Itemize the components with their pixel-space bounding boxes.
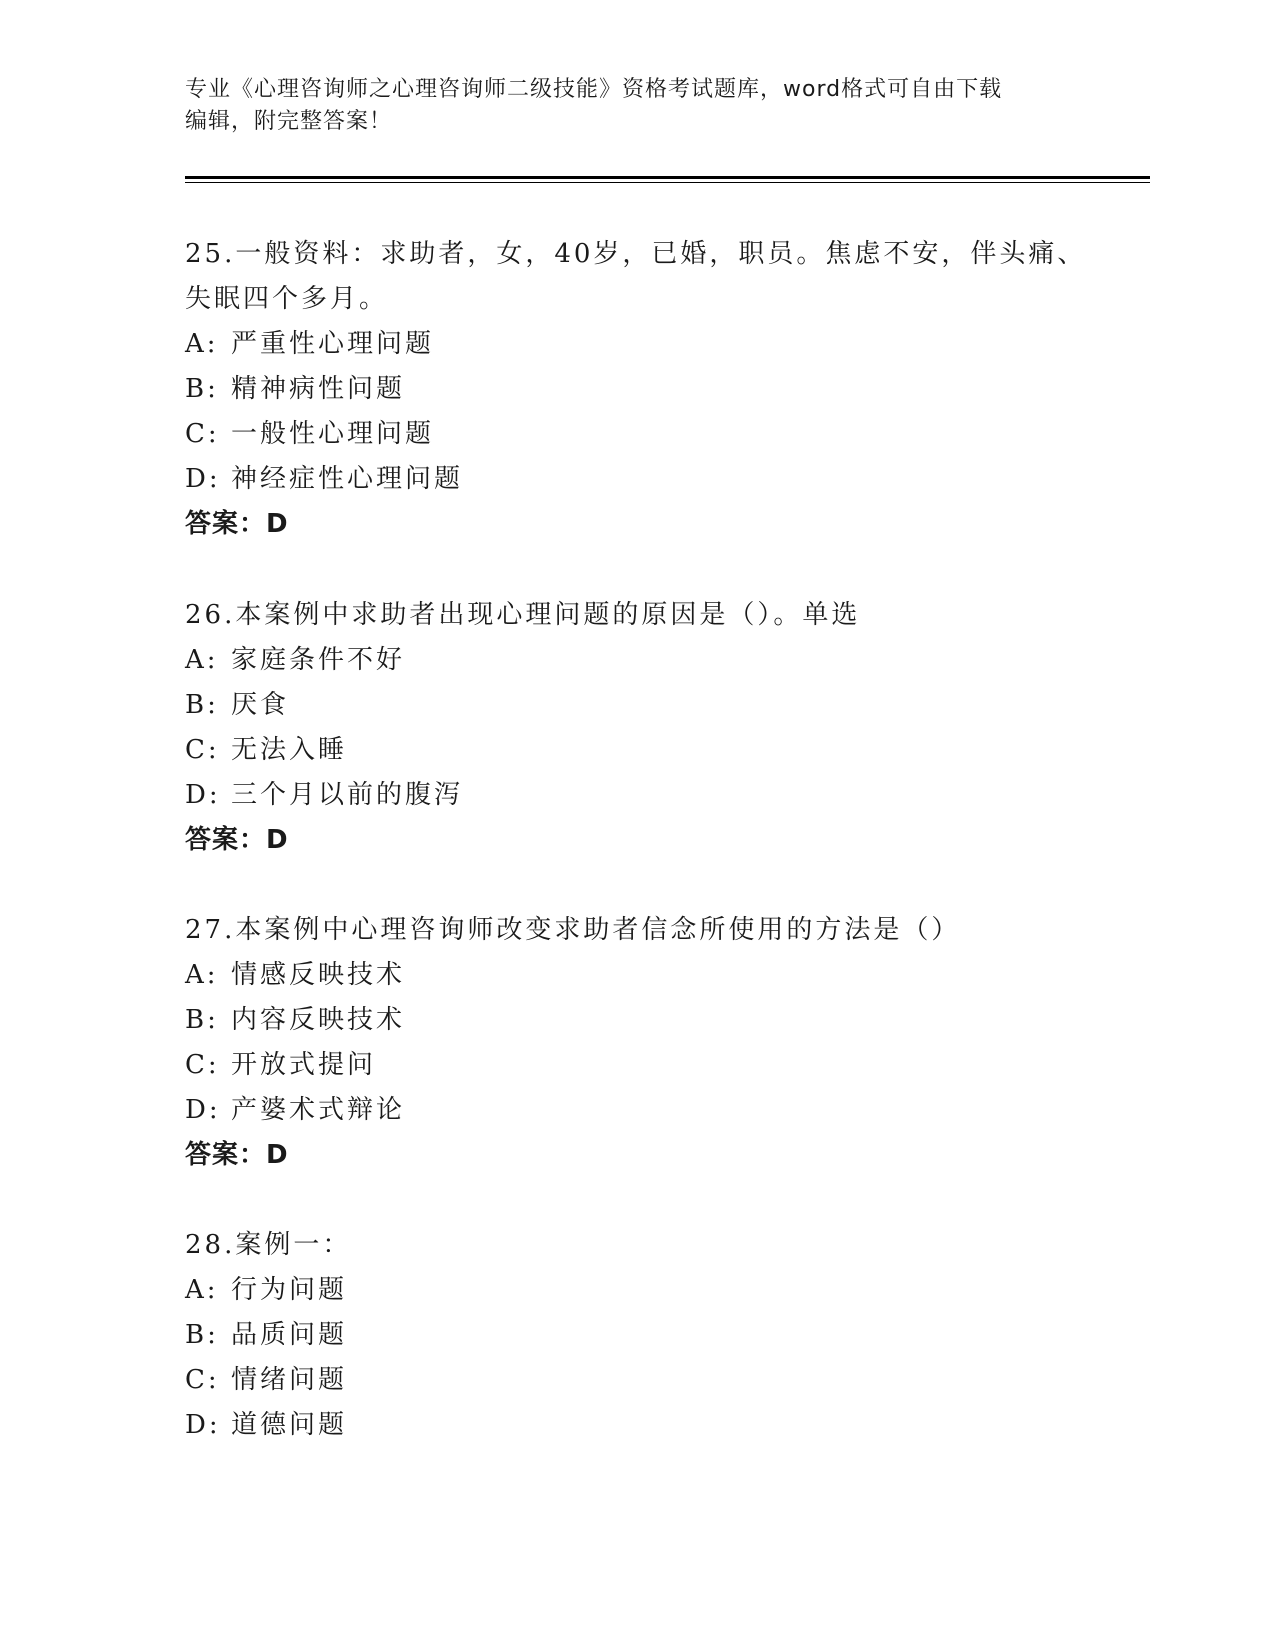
answer-line: 答案：D xyxy=(185,825,289,855)
option-text: 精神病性问题 xyxy=(231,374,406,404)
option-b xyxy=(185,998,1085,1043)
option-letter: B: xyxy=(185,1320,219,1350)
document-header xyxy=(185,74,1065,138)
header-line-2: 编辑，附完整答案！ xyxy=(185,109,393,134)
option-b xyxy=(185,683,1085,728)
option-text: 神经症性心理问题 xyxy=(231,464,464,494)
question-stem: 25.一般资料：求助者，女，40岁，已婚，职员。焦虑不安，伴头痛、 xyxy=(185,239,1087,269)
option-text: 行为问题 xyxy=(231,1275,348,1305)
question-stem: 28.案例一： xyxy=(185,1230,352,1260)
option-c xyxy=(185,1043,1085,1088)
option-letter: C: xyxy=(185,735,220,765)
option-letter: D: xyxy=(185,1410,221,1440)
option-text: 一般性心理问题 xyxy=(231,419,435,449)
header-line-1: 专业《心理咨询师之心理咨询师二级技能》资格考试题库，word格式可自由下载 xyxy=(185,77,1003,102)
option-a xyxy=(185,953,1085,998)
option-a xyxy=(185,1268,1085,1313)
question-stem-continued: 失眠四个多月。 xyxy=(185,284,389,314)
option-text: 开放式提问 xyxy=(231,1050,377,1080)
option-letter: A: xyxy=(185,960,219,990)
option-c xyxy=(185,1358,1085,1403)
option-letter: C: xyxy=(185,1050,220,1080)
option-b xyxy=(185,367,1085,412)
option-d xyxy=(185,1088,1085,1133)
option-letter: B: xyxy=(185,374,219,404)
option-a xyxy=(185,638,1085,683)
option-letter: B: xyxy=(185,1005,219,1035)
option-text: 情绪问题 xyxy=(231,1365,348,1395)
option-a xyxy=(185,322,1085,367)
answer-line: 答案：D xyxy=(185,1140,289,1170)
question-stem: 26.本案例中求助者出现心理问题的原因是（）。单选 xyxy=(185,600,861,630)
option-letter: A: xyxy=(185,645,219,675)
option-letter: D: xyxy=(185,464,221,494)
option-text: 内容反映技术 xyxy=(231,1005,406,1035)
option-c xyxy=(185,412,1085,457)
option-text: 严重性心理问题 xyxy=(231,329,435,359)
option-text: 家庭条件不好 xyxy=(231,645,406,675)
option-letter: C: xyxy=(185,419,220,449)
question-stem: 27.本案例中心理咨询师改变求助者信念所使用的方法是（） xyxy=(185,915,961,945)
option-letter: B: xyxy=(185,690,219,720)
option-c xyxy=(185,728,1085,773)
question-25 xyxy=(185,232,1085,547)
option-text: 品质问题 xyxy=(231,1320,348,1350)
option-text: 无法入睡 xyxy=(231,735,348,765)
option-d xyxy=(185,1403,1085,1448)
option-text: 产婆术式辩论 xyxy=(231,1095,406,1125)
option-d xyxy=(185,457,1085,502)
option-text: 道德问题 xyxy=(231,1410,348,1440)
option-letter: A: xyxy=(185,329,219,359)
option-b xyxy=(185,1313,1085,1358)
option-d xyxy=(185,773,1085,818)
option-letter: D: xyxy=(185,1095,221,1125)
option-text: 厌食 xyxy=(231,690,290,720)
option-letter: C: xyxy=(185,1365,220,1395)
option-letter: D: xyxy=(185,780,221,810)
answer-line: 答案：D xyxy=(185,509,289,539)
option-text: 三个月以前的腹泻 xyxy=(231,780,464,810)
question-26 xyxy=(185,593,1085,863)
option-letter: A: xyxy=(185,1275,219,1305)
header-divider-thin xyxy=(185,182,1150,183)
option-text: 情感反映技术 xyxy=(231,960,406,990)
header-divider-thick xyxy=(185,176,1150,179)
question-28 xyxy=(185,1223,1085,1448)
question-27 xyxy=(185,908,1085,1178)
